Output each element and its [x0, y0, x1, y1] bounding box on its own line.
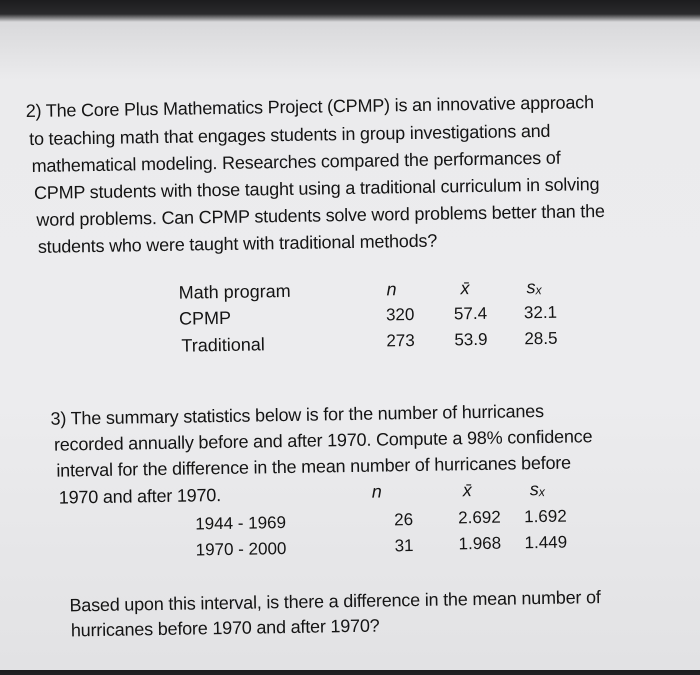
q3-line-2: recorded annually before and after 1970. Compute a 98% confidence: [53, 426, 593, 455]
q2-header-n: n: [386, 279, 397, 300]
q3-line-4: 1970 and after 1970.: [58, 485, 222, 508]
q2-line-5: word problems. Can CPMP students solve word problems better than the: [36, 200, 605, 230]
q3-followup-line-1: Based upon this interval, is there a difference in the mean number of: [69, 587, 601, 616]
q2-row-traditional-n: 273: [386, 330, 415, 351]
q2-line-4: CPMP students with those taught using a traditional curriculum in solving: [33, 174, 600, 203]
q2-row-cpmp-n: 320: [385, 304, 415, 325]
q3-row-1970-label: 1970 - 2000: [195, 539, 287, 560]
q2-line-6: students who were taught with traditional methods?: [37, 230, 438, 257]
q2-line-2: to teaching math that engages students in group investigations and: [29, 120, 551, 150]
q3-line-3: interval for the difference in the mean number of hurricanes before: [56, 452, 572, 481]
q3-header-n: n: [371, 481, 382, 502]
q3-row-1970-n: 31: [394, 536, 414, 556]
q2-header-program: Math program: [178, 280, 291, 303]
q3-row-1970-sd: 1.449: [524, 532, 568, 553]
q3-line-1: 3) The summary statistics below is for the number of hurricanes: [50, 400, 544, 429]
q3-row-1970-mean: 1.968: [458, 533, 502, 554]
q2-row-cpmp-sd: 32.1: [523, 302, 558, 323]
q2-row-traditional-label: Traditional: [181, 334, 265, 356]
q3-header-sd: sₓ: [529, 478, 546, 500]
q3-row-1944-mean: 2.692: [458, 507, 501, 528]
q3-row-1944-sd: 1.692: [524, 506, 567, 527]
q2-line-1: 2) The Core Plus Mathematics Project (CPMP) is an innovative approach: [25, 92, 594, 122]
q2-header-mean: x̄: [460, 278, 470, 299]
q3-header-mean: x̄: [462, 480, 472, 501]
q3-row-1944-n: 26: [394, 510, 414, 530]
q2-row-traditional-mean: 53.9: [454, 329, 488, 350]
q2-row-cpmp-label: CPMP: [178, 307, 232, 329]
q2-header-sd: sₓ: [526, 276, 543, 298]
q3-row-1944-label: 1944 - 1969: [195, 513, 287, 534]
q2-line-3: mathematical modeling. Researches compared the performances of: [31, 147, 561, 176]
q3-followup-line-2: hurricanes before 1970 and after 1970?: [70, 615, 380, 641]
q2-row-cpmp-mean: 57.4: [453, 303, 488, 324]
q2-row-traditional-sd: 28.5: [524, 328, 558, 349]
